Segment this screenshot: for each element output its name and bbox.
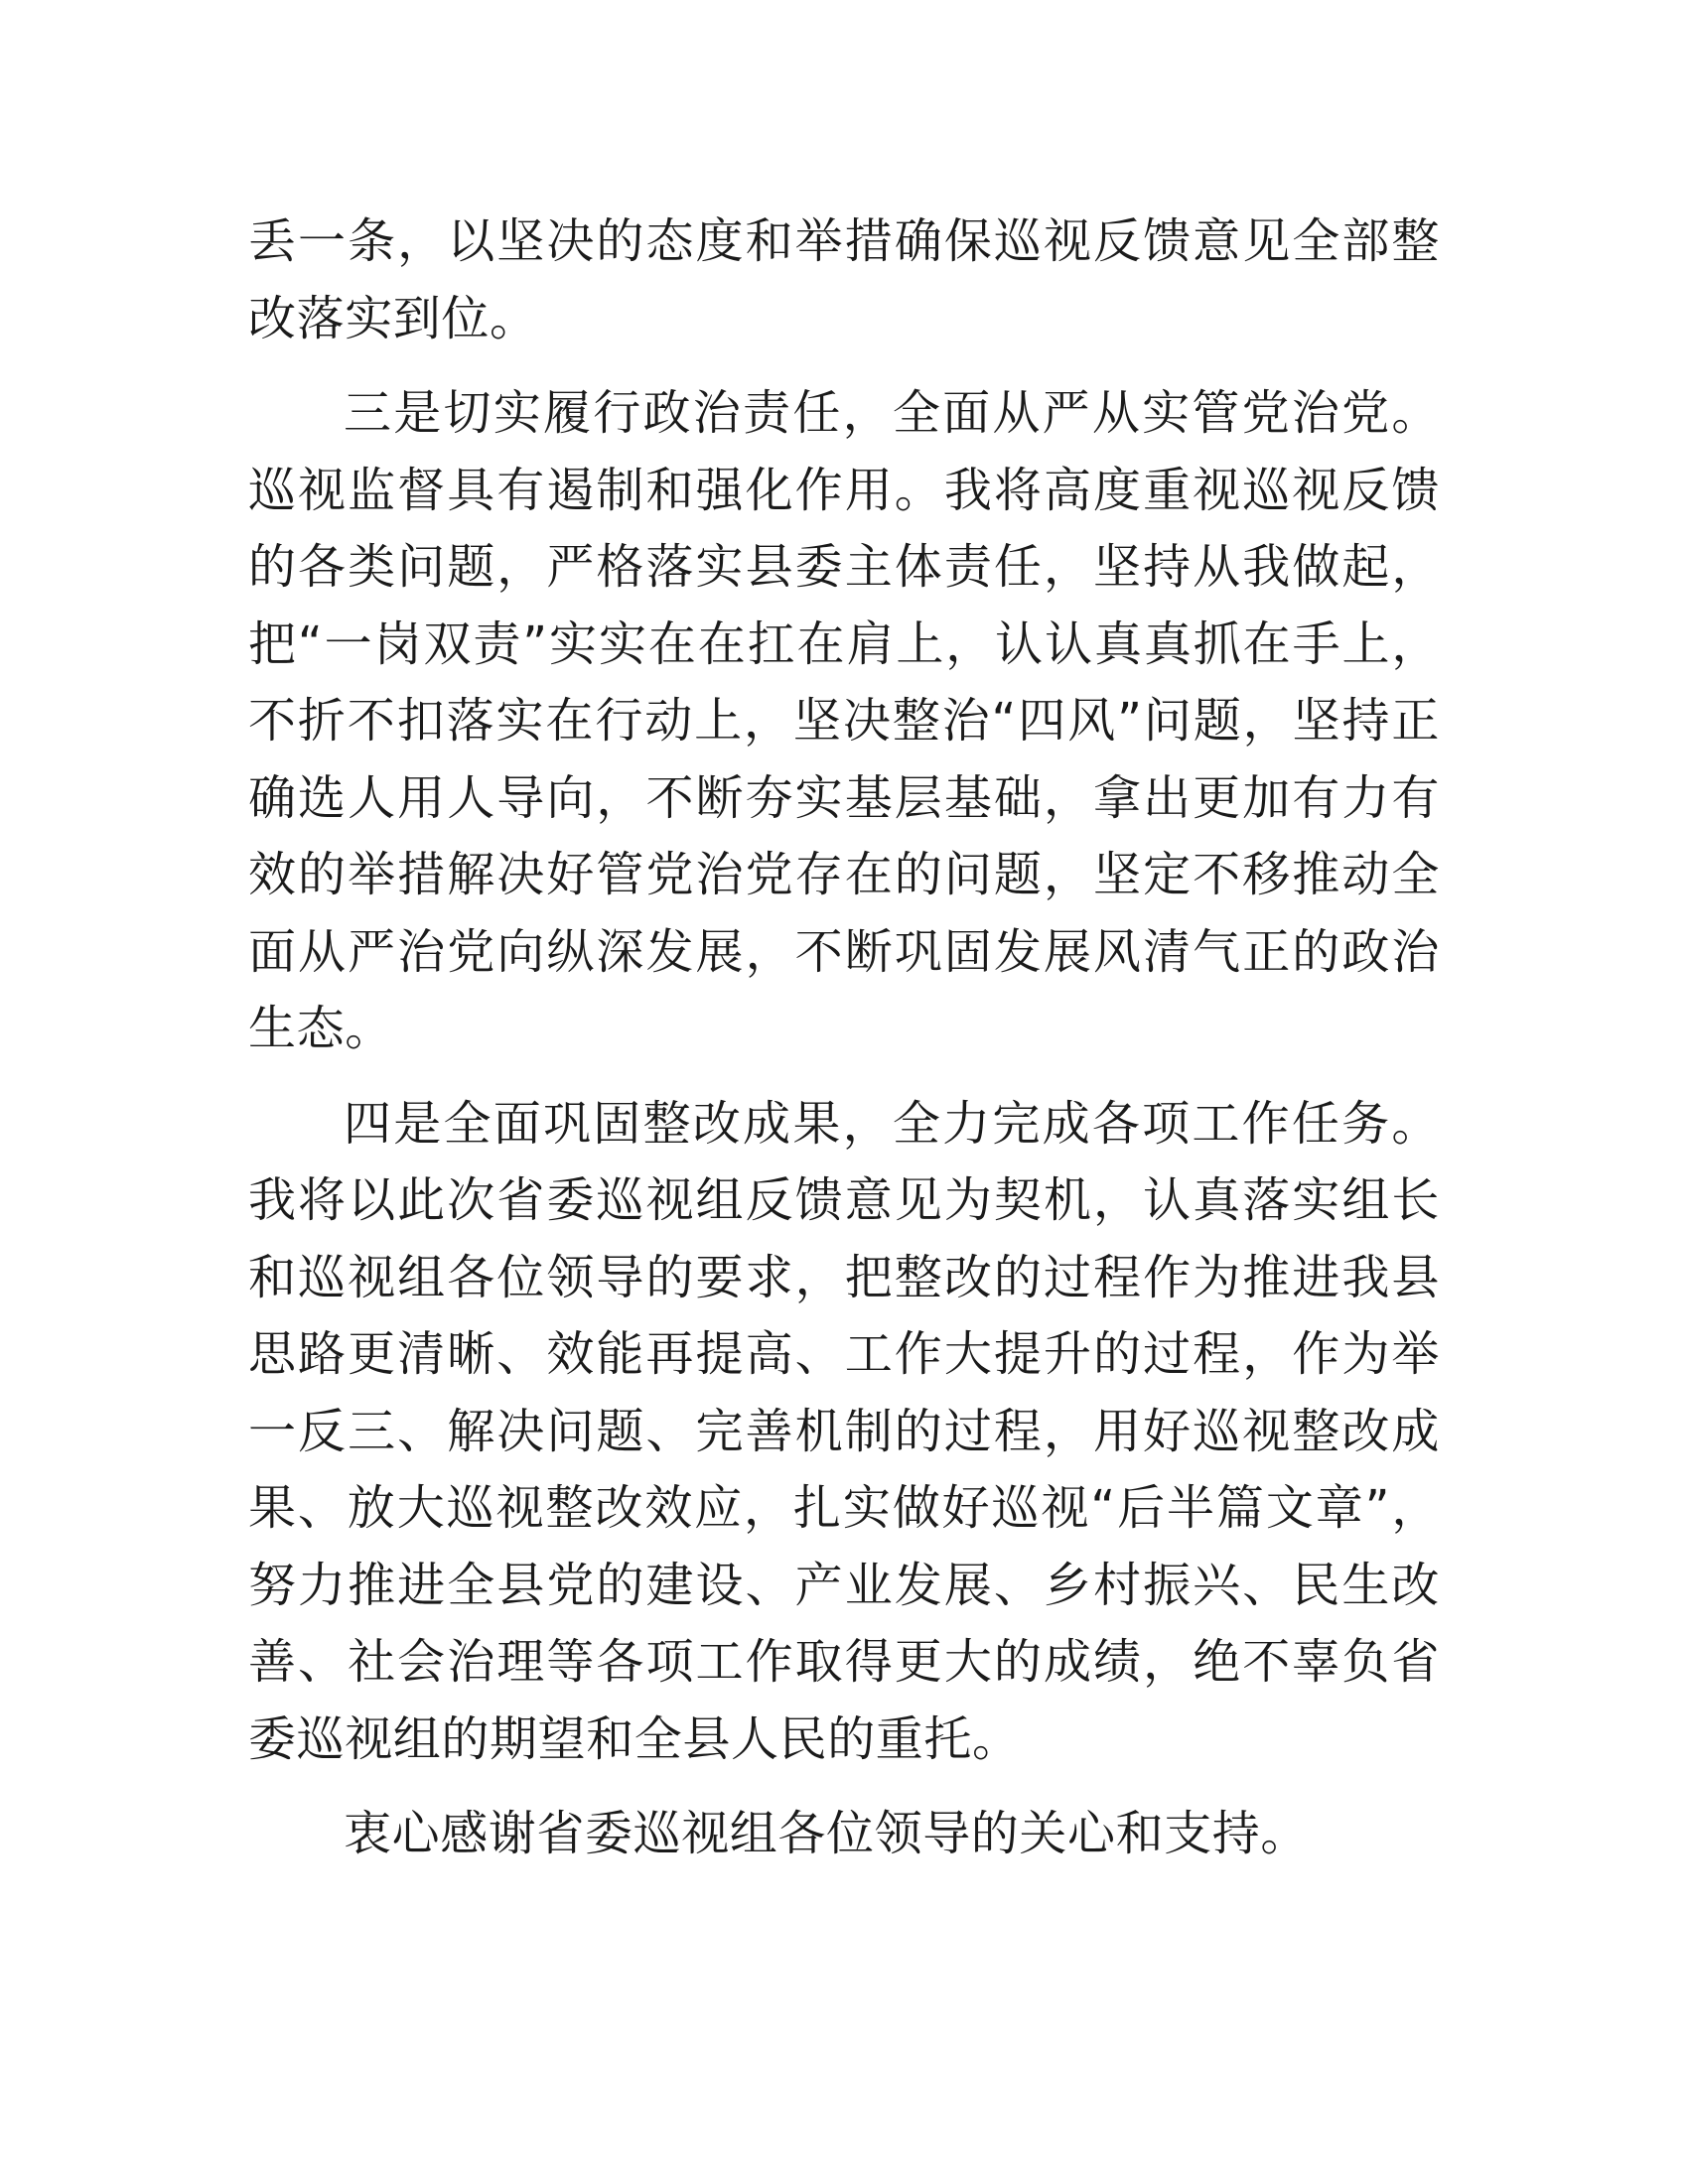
paragraph-thanks: 衷心感谢省委巡视组各位领导的关心和支持。 [344, 1806, 1310, 1861]
document-body [248, 204, 1440, 1873]
paragraph-continuation: 丢一条，以坚决的态度和举措确保巡视反馈意见全部整改落实到位。 [248, 213, 1440, 346]
paragraph-consolidate-results: 四是全面巩固整改成果，全力完成各项工作任务。我将以此次省委巡视组反馈意见为契机，认真落实组长和巡视组各位领导的要求，把整改的过程作为推进我县思路更清晰、效能再提高、工作大提升的过程，作为举一反三、解决问题、完善机制的过程，用好巡视整改成果、放大巡视整改效应，扎实做好巡视“后半篇文章”，努力推进全县党的建设、产业发展、乡村振兴、民生改善、社会治理等各项工作取得更大的成绩，绝不辜负省委巡视组的期望和全县人民的重托。 [248, 1095, 1440, 1767]
paragraph-political-responsibility: 三是切实履行政治责任，全面从严从实管党治党。巡视监督具有遏制和强化作用。我将高度重视巡视反馈的各类问题，严格落实县委主体责任，坚持从我做起，把“一岗双责”实实在在扛在肩上，认认真真抓在手上，不折不扣落实在行动上，坚决整治“四风”问题，坚持正确选人用人导向，不断夯实基层基础，拿出更加有力有效的举措解决好管党治党存在的问题，坚定不移推动全面从严治党向纵深发展，不断巩固发展风清气正的政治生态。 [248, 385, 1440, 1056]
